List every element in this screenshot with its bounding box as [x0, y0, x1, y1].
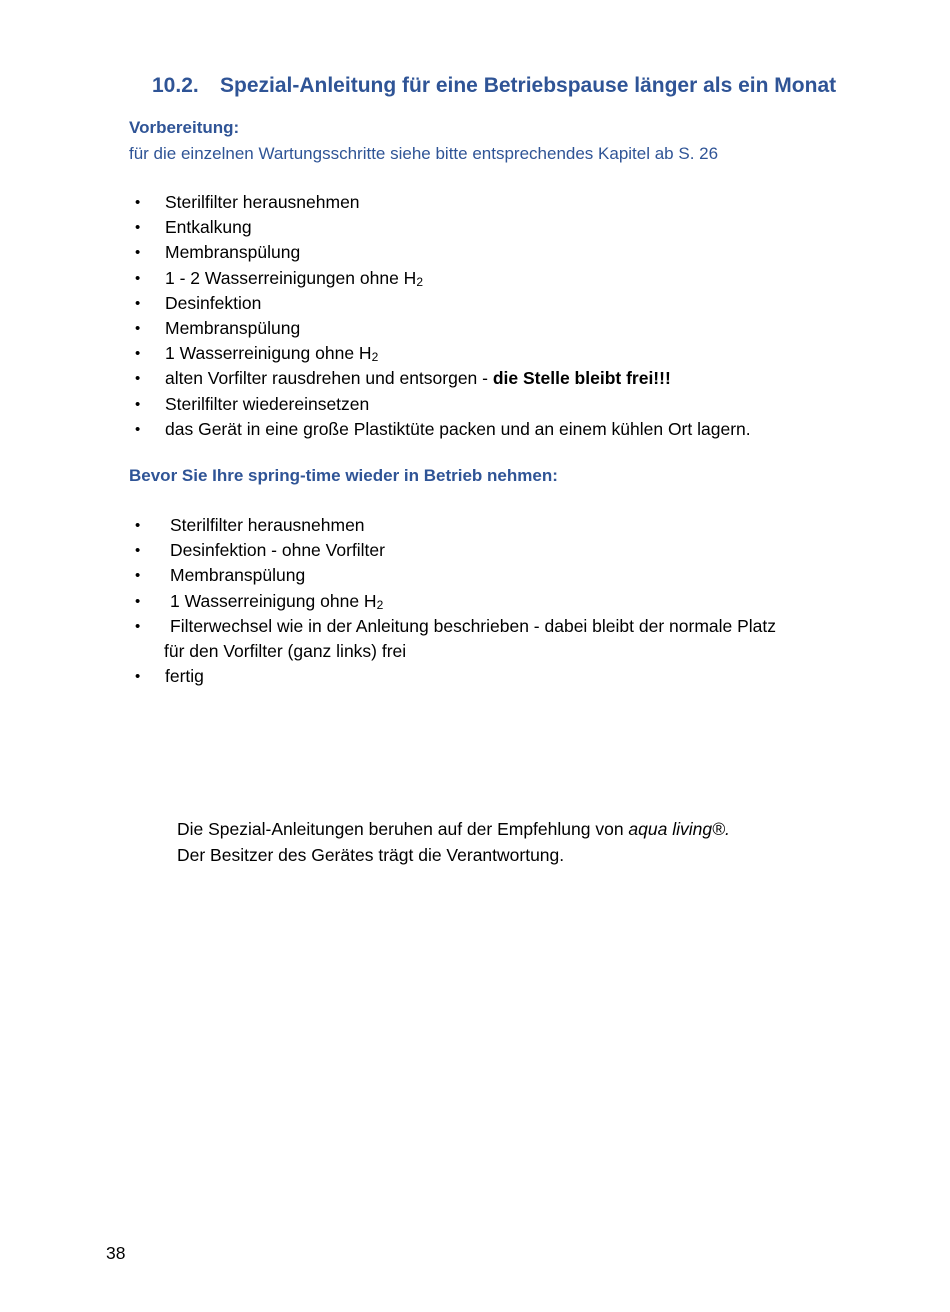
- bullet-icon: •: [135, 370, 141, 388]
- bullet-icon: •: [135, 617, 141, 635]
- bullet-icon: •: [135, 420, 141, 438]
- bullet-icon: •: [135, 319, 141, 337]
- section-title: Spezial-Anleitung für eine Betriebspause länger als ein Monat: [220, 74, 837, 97]
- section-number: 10.2.: [152, 74, 199, 97]
- list-item-main-text: 1 Wasserreinigung ohne H: [170, 590, 377, 611]
- bullet-icon: •: [135, 567, 141, 585]
- subscript: 2: [416, 274, 423, 289]
- list-item-text: Filterwechsel wie in der Anleitung beschrieben - dabei bleibt der normale Platz: [170, 615, 777, 636]
- bullet-icon: •: [135, 244, 141, 262]
- bullet-icon: •: [135, 294, 141, 312]
- list-item-main-text: 1 Wasserreinigung ohne H: [165, 343, 372, 364]
- list-item-text: Desinfektion: [165, 292, 262, 313]
- list-item-continuation: für den Vorfilter (ganz links) frei: [164, 640, 407, 661]
- bullet-icon: •: [135, 542, 141, 560]
- list-item-main-text: 1 - 2 Wasserreinigungen ohne H: [165, 267, 417, 288]
- note-line-2: Der Besitzer des Gerätes trägt die Verantwortung.: [177, 845, 565, 865]
- restart-title: Bevor Sie Ihre spring-time wieder in Betrieb nehmen:: [129, 466, 558, 485]
- brand-name: aqua living®.: [628, 819, 730, 839]
- bullet-icon: •: [135, 668, 141, 686]
- note-line-1: [177, 816, 730, 842]
- list-item-text: Sterilfilter herausnehmen: [170, 515, 365, 535]
- list-item-text: fertig: [165, 666, 204, 687]
- emphasis-text: die Stelle bleibt frei!!!: [492, 368, 671, 389]
- list-item-main-text: alten Vorfilter rausdrehen und entsorgen -: [165, 368, 493, 389]
- subscript: 2: [371, 350, 379, 365]
- list-item-text: Desinfektion - ohne Vorfilter: [170, 540, 385, 561]
- list-item-text: Entkalkung: [165, 217, 252, 238]
- preparation-note: für die einzelnen Wartungsschritte siehe bitte entsprechendes Kapitel ab S. 26: [129, 144, 719, 163]
- bullet-icon: •: [135, 194, 141, 211]
- list-item-text: Sterilfilter wiedereinsetzen: [165, 393, 370, 414]
- bullet-icon: •: [135, 269, 141, 287]
- bullet-icon: •: [135, 517, 141, 534]
- note-line-1-text: Die Spezial-Anleitungen beruhen auf der Empfehlung von: [177, 819, 629, 839]
- bullet-icon: •: [135, 395, 141, 413]
- list-item-text: Sterilfilter herausnehmen: [165, 192, 360, 212]
- list-item-text: Membranspülung: [165, 317, 301, 338]
- bullet-icon: •: [135, 219, 141, 237]
- bullet-icon: •: [135, 592, 141, 610]
- page-number: 38: [106, 1243, 126, 1263]
- bullet-icon: •: [135, 345, 141, 363]
- preparation-title: Vorbereitung:: [129, 118, 240, 137]
- list-item-text: Membranspülung: [165, 242, 301, 263]
- list-item-text: [165, 366, 671, 391]
- list-item-text: Membranspülung: [170, 565, 306, 586]
- section-heading: [152, 74, 836, 98]
- list-item-text: das Gerät in eine große Plastiktüte packen und an einem kühlen Ort lagern.: [165, 418, 751, 439]
- subscript: 2: [376, 597, 384, 612]
- responsibility-note: [177, 816, 730, 868]
